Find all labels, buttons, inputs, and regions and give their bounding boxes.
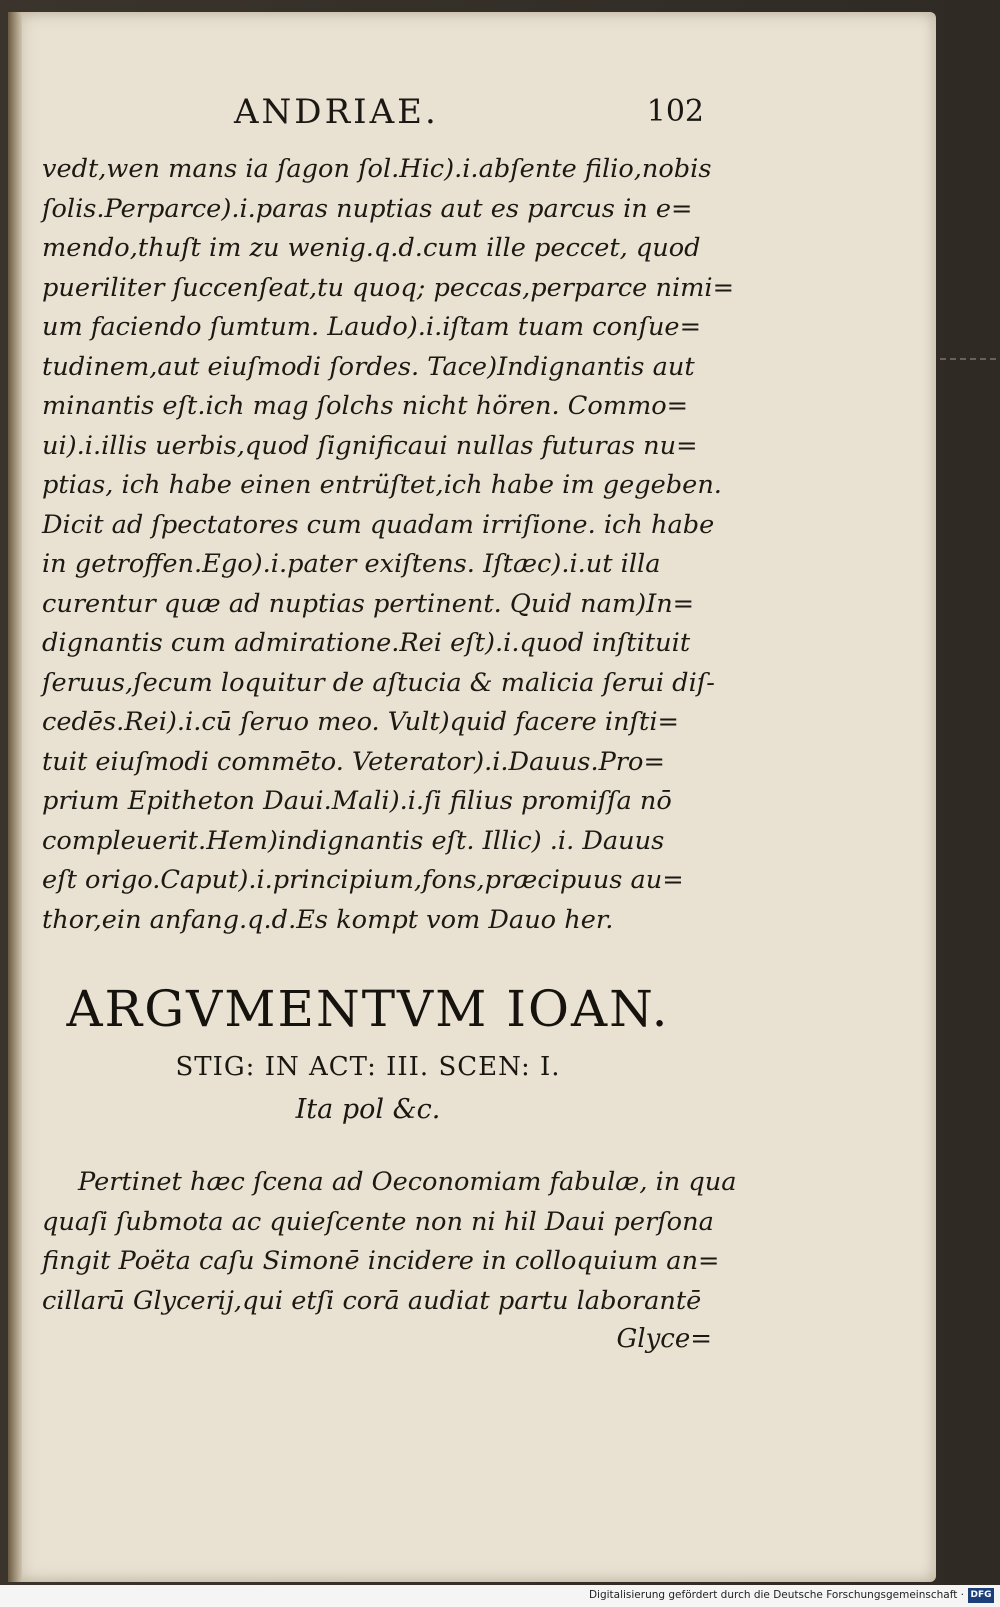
section-title: ARGVMENTVM IOAN. [66, 980, 670, 1038]
text-line: Dicit ad ſpectatores cum quadam irriſione. ich habe [42, 509, 715, 540]
section-incipit: Ita pol &c. [295, 1094, 441, 1125]
text-line: curentur quæ ad nuptias pertinent. Quid nam)In= [42, 588, 695, 619]
footer-bar [0, 1585, 1000, 1607]
book-page [8, 12, 936, 1582]
text-line: dignantis cum admiratione.Rei eſt).i.quod inſtituit [42, 628, 691, 658]
text-line: ui).i.illis uerbis,quod ſignificaui nullas futuras nu= [42, 430, 698, 461]
argument-paragraph [42, 1162, 737, 1320]
text-line: ſeruus,ſecum loquitur de aſtucia & malicia ſerui diſ- [42, 667, 715, 698]
text-line: Pertinet hæc ſcena ad Oeconomiam fabulæ, in qua [78, 1167, 737, 1197]
text-line: compleuerit.Hem)indignantis eſt. Illic) .i. Dauus [42, 825, 665, 856]
text-line: eſt origo.Caput).i.principium,fons,præcipuus au= [42, 865, 684, 895]
text-line: ptias, ich habe einen entrüſtet,ich habe im gegeben. [42, 470, 722, 500]
running-head: ANDRIAE. [234, 92, 439, 132]
text-line: tuit eiuſmodi commēto. Veterator).i.Dauus.Pro= [42, 746, 665, 777]
edge-mark [940, 358, 996, 362]
text-line: quaſi ſubmota ac quieſcente non ni hil Daui perſona [42, 1206, 714, 1237]
text-line: mendo,thuſt im zu wenig.q.d.cum ille peccet, quod [42, 233, 701, 263]
text-line: tudinem,aut eiuſmodi ſordes. Tace)Indignantis aut [42, 351, 695, 382]
text-line: um faciendo ſumtum. Laudo).i.iſtam tuam conſue= [42, 312, 702, 342]
text-line: cillarū Glycerij,qui etſi corā audiat partu laborantē [42, 1285, 702, 1316]
text-line: fingit Poëta caſu Simonē incidere in colloquium an= [42, 1246, 720, 1276]
text-line: pueriliter ſuccenſeat,tu quoq; peccas,perparce nimi= [42, 272, 735, 303]
page-number: 102 [646, 94, 704, 129]
text-line: cedēs.Rei).i.cū ſeruo meo. Vult)quid facere inſti= [42, 707, 679, 737]
catchword: Glyce= [616, 1324, 712, 1354]
page-gutter-shadow [8, 12, 22, 1582]
page-header [8, 92, 936, 142]
text-line: minantis eſt.ich mag ſolchs nicht hören. Commo= [42, 391, 689, 421]
commentary-text [42, 150, 735, 940]
section-subtitle: STIG: IN ACT: III. SCEN: I. [175, 1052, 561, 1082]
text-line: prium Epitheton Daui.Mali).i.ſi filius promiſſa nō [42, 786, 672, 816]
text-line: thor,ein anfang.q.d.Es kompt vom Dauo her. [42, 904, 614, 935]
text-line: in getroffen.Ego).i.pater exiſtens. Iſtæc).i.ut illa [42, 549, 661, 579]
funding-credit: Digitalisierung gefördert durch die Deutsche Forschungsgemeinschaft · [588, 1589, 964, 1601]
dfg-logo: DFG [968, 1588, 994, 1603]
text-line: ſolis.Perparce).i.paras nuptias aut es parcus in e= [42, 193, 693, 224]
text-line: vedt,wen mans ia ſagon ſol.Hic).i.abſente filio,nobis [42, 154, 712, 184]
